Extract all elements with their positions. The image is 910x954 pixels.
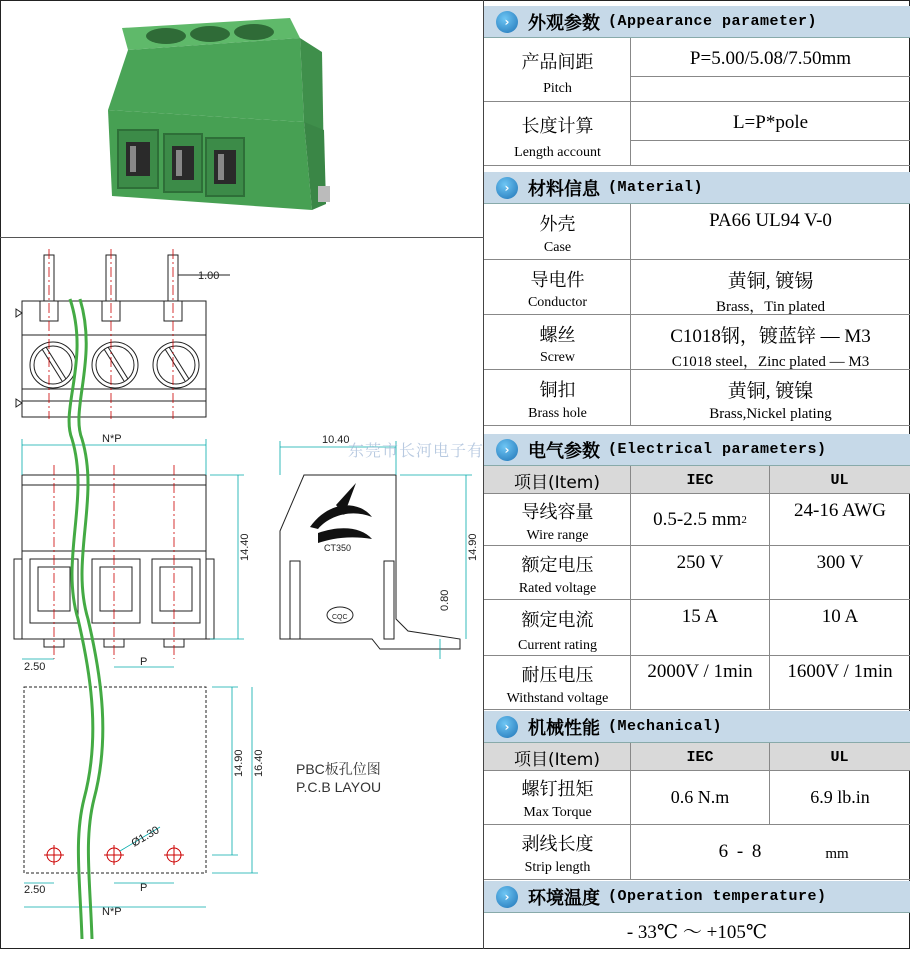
- row-max-torque: [484, 771, 910, 825]
- label-en: Length account: [514, 145, 601, 160]
- section-title-en: (Material): [608, 179, 704, 196]
- value-ul: 300 V: [816, 552, 864, 573]
- label-cn: 产品间距: [521, 52, 594, 73]
- value-en: C1018 steel，Zinc plated — M3: [671, 354, 870, 370]
- section-title-en: (Mechanical): [608, 718, 723, 735]
- value: 6 - 8: [718, 841, 764, 862]
- row-brass-hole: [484, 370, 910, 426]
- label-en: Screw: [540, 350, 575, 365]
- section-title-en: (Electrical parameters): [608, 441, 827, 458]
- arrow-icon: ›: [496, 177, 518, 199]
- value-cn: 黄铜, 镀镍: [727, 381, 814, 402]
- hole-dim: Ø1.30: [129, 824, 162, 850]
- value-cn: C1018钢，镀蓝锌 — M3: [670, 326, 871, 347]
- section-title-cn: 环境温度: [528, 887, 600, 909]
- value-en: Brass，Tin plated: [715, 299, 826, 315]
- mechanical-header: [484, 743, 910, 771]
- row-conductor: [484, 260, 910, 315]
- section-appearance: [484, 6, 910, 38]
- pitch-dim: P: [140, 656, 148, 668]
- section-title-cn: 材料信息: [528, 178, 600, 200]
- header-iec: IEC: [631, 743, 770, 771]
- row-withstand-voltage: [484, 656, 910, 710]
- technical-drawing: [0, 239, 484, 949]
- arrow-icon: ›: [496, 439, 518, 461]
- section-title-cn: 外观参数: [528, 12, 600, 34]
- label-en: Pitch: [543, 81, 572, 96]
- width-dim: N*P: [102, 433, 122, 445]
- label-cn: 导线容量: [521, 502, 594, 523]
- svg-text:CQC: CQC: [332, 614, 348, 621]
- section-temperature: [484, 881, 910, 913]
- label-en: Brass hole: [528, 406, 587, 421]
- label-cn: 额定电流: [521, 610, 594, 631]
- dimension-drawing: [0, 239, 484, 949]
- spec-table: [484, 0, 910, 949]
- value-ul: 1600V / 1min: [787, 661, 893, 682]
- pcb-height-dim: 14.90: [233, 749, 245, 777]
- electrical-header: [484, 466, 910, 494]
- section-title-en: (Appearance parameter): [608, 13, 818, 30]
- side-height-dim: 14.90: [467, 533, 479, 561]
- label-cn: 外壳: [539, 214, 576, 235]
- value-en: Brass,Nickel plating: [709, 406, 832, 422]
- header-item: 项目(Item): [484, 743, 631, 771]
- label-en: Withstand voltage: [506, 691, 609, 706]
- height-dim: 14.40: [239, 533, 251, 561]
- unit: mm: [825, 845, 849, 862]
- offset-dim: 2.50: [24, 661, 46, 673]
- value-iec: 2000V / 1min: [631, 656, 770, 709]
- section-mechanical: [484, 711, 910, 743]
- arrow-icon: ›: [496, 11, 518, 33]
- value: L=P*pole: [732, 112, 809, 133]
- label-cn: 铜扣: [539, 380, 576, 401]
- value-iec: 0.6 N.m: [631, 771, 770, 824]
- section-material: [484, 172, 910, 204]
- side-width-dim: 10.40: [322, 434, 350, 446]
- value-ul: 6.9 lb.in: [810, 787, 870, 807]
- label-cn: 额定电压: [521, 555, 594, 576]
- pcb-total-dim: 16.40: [253, 749, 265, 777]
- label-cn: 导电件: [530, 270, 585, 291]
- label-en: Rated voltage: [518, 581, 597, 596]
- value-ul: 24-16 AWG: [794, 500, 886, 521]
- section-title-cn: 电气参数: [528, 440, 600, 462]
- pcb-label-en: P.C.B LAYOU: [296, 779, 382, 795]
- label-cn: 螺钉扭矩: [521, 779, 594, 800]
- value-ul: 10 A: [821, 606, 859, 627]
- arrow-icon: ›: [496, 716, 518, 738]
- label-cn: 螺丝: [539, 325, 576, 346]
- value-iec: 250 V: [631, 546, 770, 599]
- product-photo: [0, 0, 484, 238]
- temperature-value: - 33℃ ～ +105℃: [626, 922, 768, 943]
- row-screw: [484, 315, 910, 370]
- label-cn: 长度计算: [521, 116, 594, 137]
- row-length: [484, 102, 910, 166]
- label-cn: 剥线长度: [521, 834, 594, 855]
- header-ul: UL: [830, 471, 849, 489]
- value-iec: 15 A: [631, 600, 770, 655]
- label-en: Conductor: [527, 295, 588, 310]
- pcb-label-cn: PBC板孔位图: [296, 761, 381, 777]
- row-wire-range: [484, 494, 910, 546]
- model-number: CT350: [324, 543, 352, 553]
- pcb-width-dim: N*P: [102, 906, 122, 918]
- pcb-pitch-dim: P: [140, 882, 148, 894]
- row-pitch: [484, 38, 910, 102]
- value-cn: 黄铜, 镀锡: [727, 271, 814, 292]
- header-iec: IEC: [631, 466, 770, 494]
- label-en: Max Torque: [523, 805, 592, 820]
- value: P=5.00/5.08/7.50mm: [689, 48, 852, 69]
- header-ul: UL: [830, 748, 849, 766]
- row-case: [484, 204, 910, 260]
- terminal-block-photo: [0, 0, 484, 238]
- header-item: 项目(Item): [484, 466, 631, 494]
- row-current-rating: [484, 600, 910, 656]
- label-en: Current rating: [518, 638, 597, 653]
- pcb-offset-dim: 2.50: [24, 884, 46, 896]
- value: PA66 UL94 V-0: [709, 210, 832, 231]
- arrow-icon: ›: [496, 886, 518, 908]
- pin-thickness-dim: 0.80: [439, 589, 451, 611]
- value-iec: 0.5-2.5 mm 2: [631, 494, 770, 545]
- label-en: Strip length: [524, 860, 591, 875]
- section-title-cn: 机械性能: [528, 717, 600, 739]
- section-electrical: [484, 434, 910, 466]
- label-en: Case: [543, 240, 572, 255]
- pcb-layout-label: [296, 760, 381, 796]
- section-title-en: (Operation temperature): [608, 888, 827, 905]
- label-cn: 耐压电压: [521, 665, 594, 686]
- label-en: Wire range: [526, 528, 589, 543]
- watermark: 东莞市长河电子有: [348, 441, 485, 460]
- row-rated-voltage: [484, 546, 910, 600]
- row-strip-length: [484, 825, 910, 880]
- pin-width-dim: 1.00: [198, 270, 220, 282]
